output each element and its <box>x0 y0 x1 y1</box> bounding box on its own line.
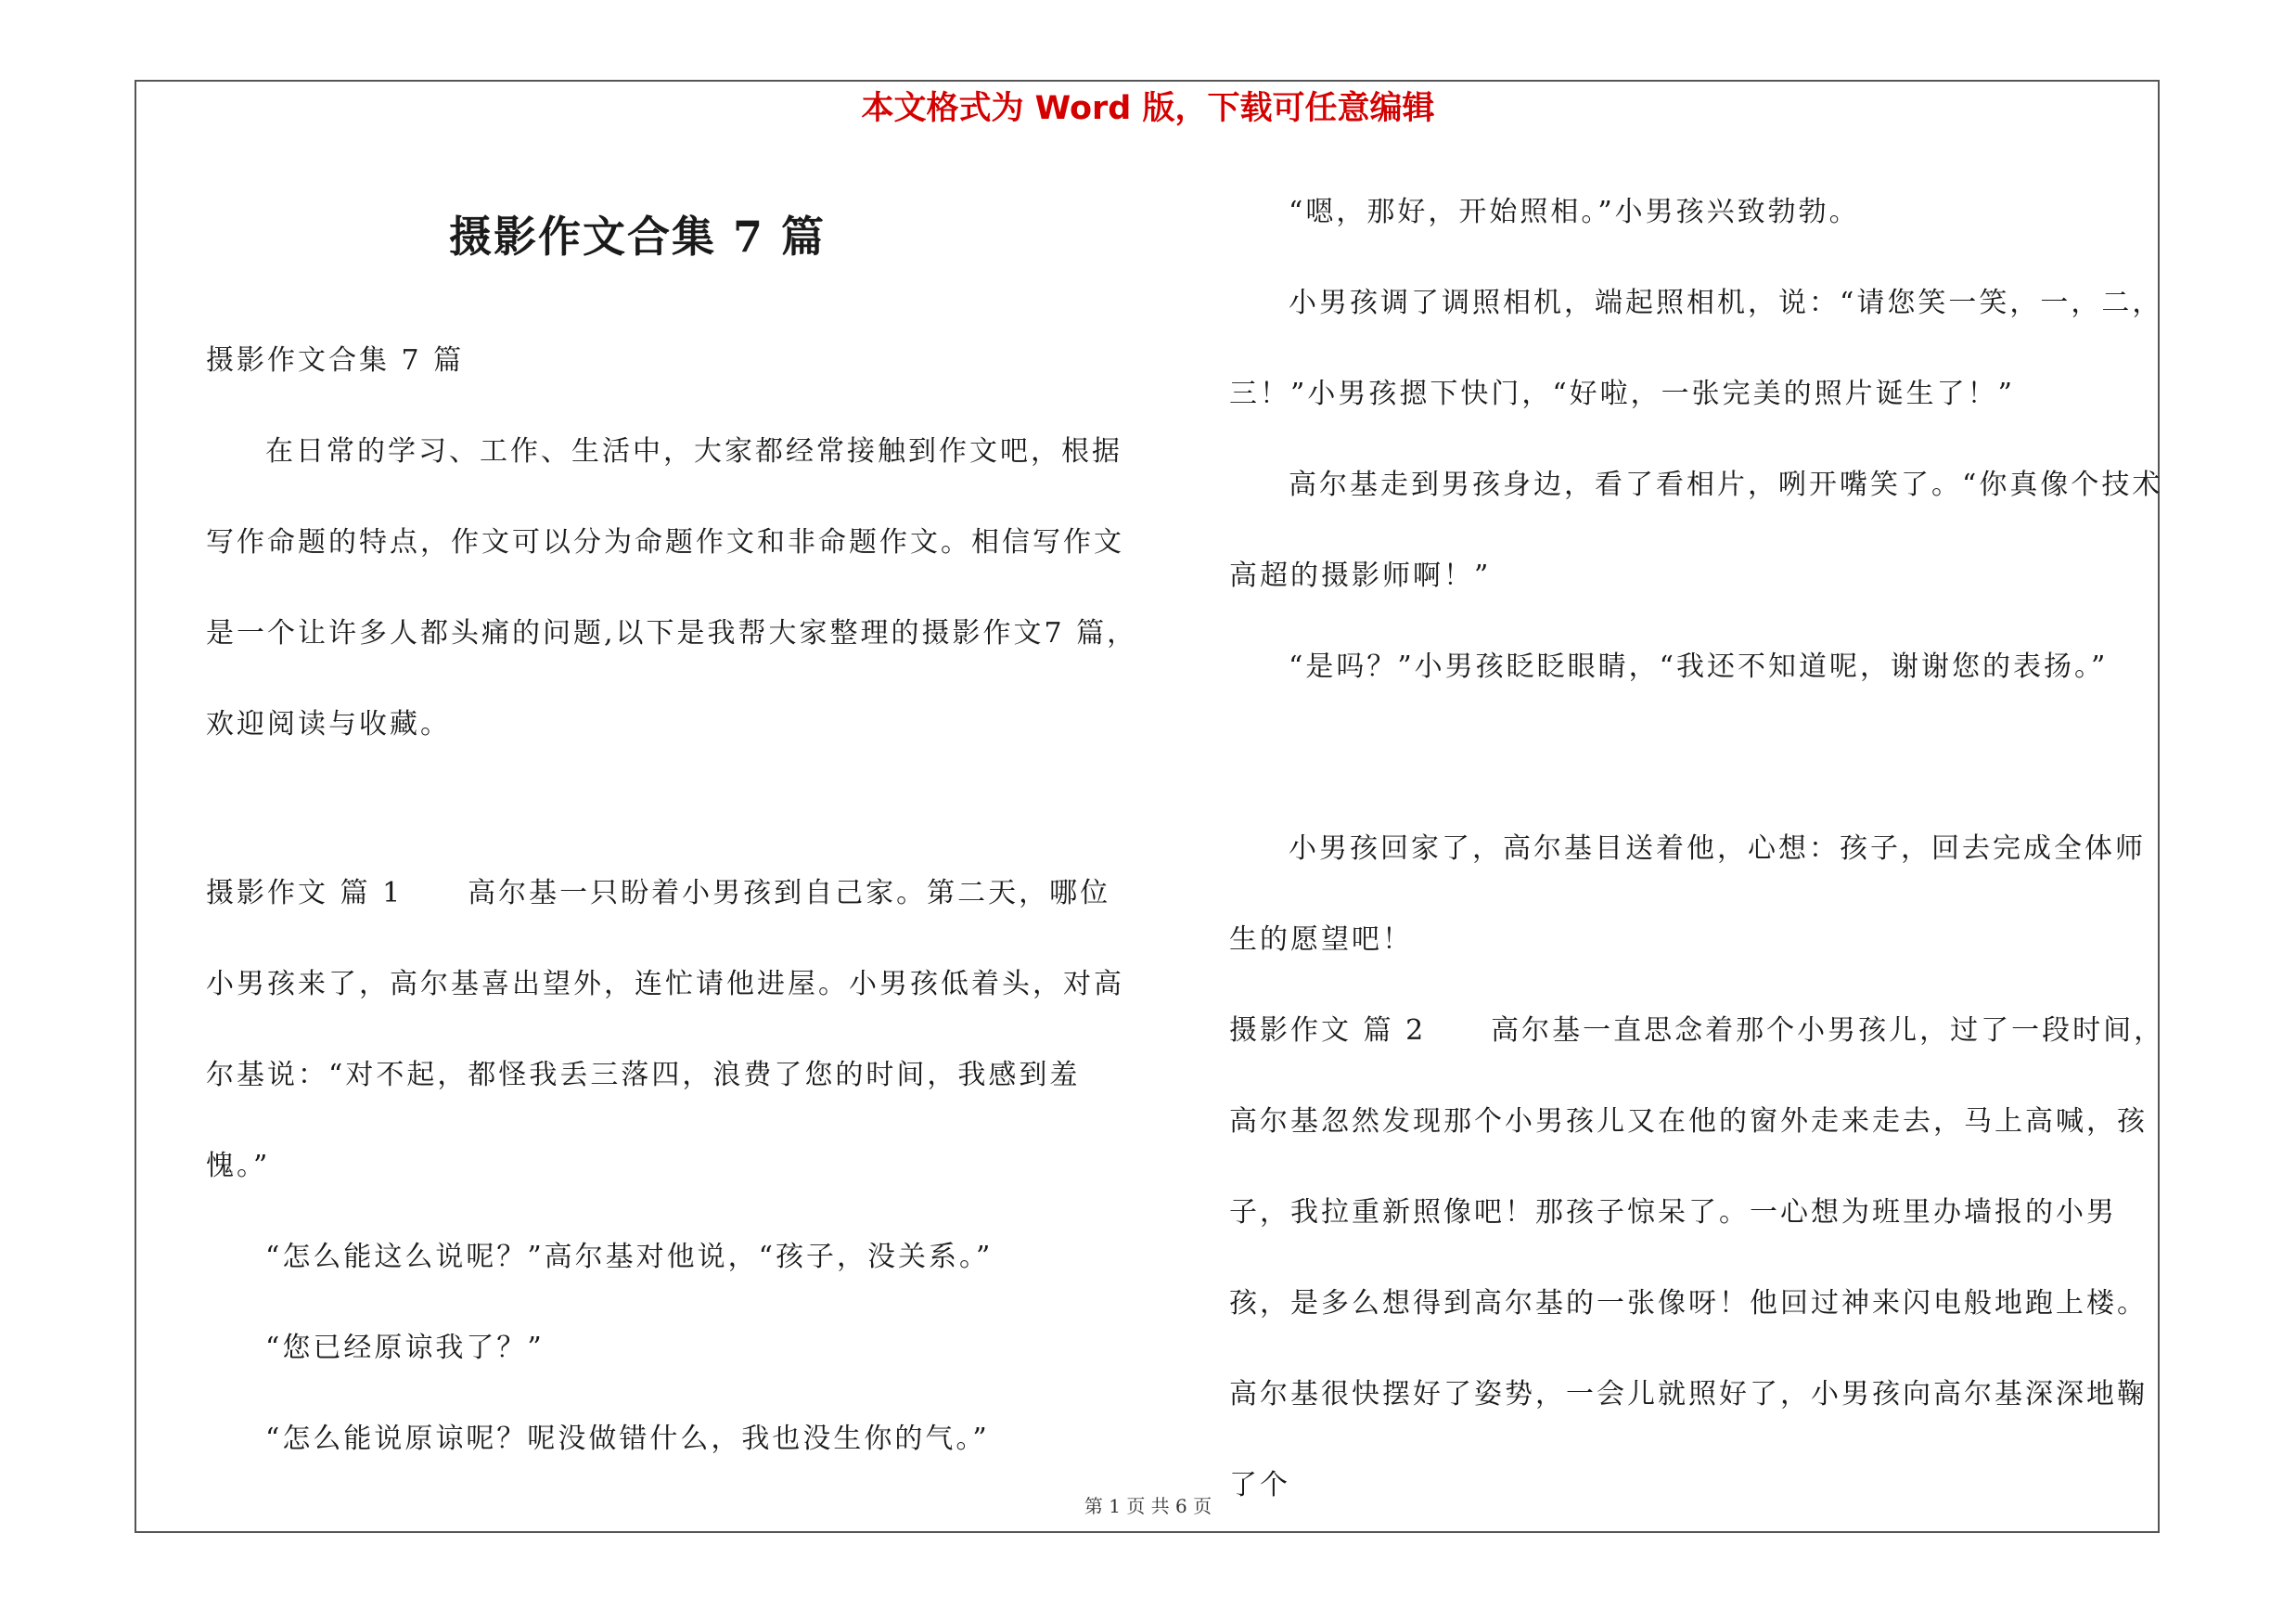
right-paragraph-3: 高尔基走到男孩身边，看了看相片，咧开嘴笑了。“你真像个技术高超的摄影师啊！” <box>1229 469 2163 592</box>
right-paragraph-4: “是吗？”小男孩眨眨眼睛，“我还不知道呢，谢谢您的表扬。” <box>1289 650 2109 683</box>
section-1-text: 高尔基一只盼着小男孩到自己家。第二天，哪位小男孩来了，高尔基喜出望外，连忙请他进屋。小男孩低着头，对高尔基说：“对不起，都怪我丢三落四，浪费了您的时间，我感到羞愧。” <box>206 877 1124 1182</box>
section-1 <box>206 848 1138 1212</box>
left-paragraph-4: “怎么能说原谅呢？呢没做错什么，我也没生你的气。” <box>265 1423 990 1455</box>
section-2-label: 摄影作文 篇 2 <box>1229 1014 1427 1047</box>
right-paragraph-1: “嗯，那好，开始照相。”小男孩兴致勃勃。 <box>1289 196 1860 228</box>
document-title: 摄影作文合集 7 篇 <box>448 212 827 262</box>
intro-paragraph: 在日常的学习、工作、生活中，大家都经常接触到作文吧，根据写作命题的特点，作文可以分为命题作文和非命题作文。相信写作文是一个让许多人都头痛的问题,以下是我帮大家整理的摄影作文7 篇，欢迎阅读与收藏。 <box>206 435 1138 741</box>
page-footer: 第 1 页 共 6 页 <box>1084 1495 1212 1517</box>
right-paragraph-5: 小男孩回家了，高尔基目送着他，心想：孩子，回去完成全体师生的愿望吧！ <box>1229 832 2146 956</box>
left-paragraph-3: “您已经原谅我了？” <box>265 1332 545 1364</box>
section-2 <box>1229 985 2166 1531</box>
subtitle: 摄影作文合集 7 篇 <box>206 344 465 377</box>
section-2-text: 高尔基一直思念着那个小男孩儿，过了一段时间，高尔基忽然发现那个小男孩儿又在他的窗外走来走去，马上高喊，孩子，我拉重新照像吧！那孩子惊呆了。一心想为班里办墙报的小男孩，是多么想得到高尔基的一张像呀！他回过神来闪电般地跑上楼。高尔基很快摆好了姿势，一会儿就照好了，小男孩向高尔基深深地鞠了个 <box>1229 1014 2165 1501</box>
right-paragraph-2: 小男孩调了调照相机，端起照相机，说：“请您笑一笑，一，二，三！”小男孩摁下快门，“好啦，一张完美的照片诞生了！” <box>1229 287 2163 410</box>
section-1-label: 摄影作文 篇 1 <box>206 877 404 909</box>
left-paragraph-2: “怎么能这么说呢？”高尔基对他说，“孩子，没关系。” <box>265 1241 994 1273</box>
format-banner: 本文格式为 Word 版，下载可任意编辑 <box>861 90 1435 127</box>
